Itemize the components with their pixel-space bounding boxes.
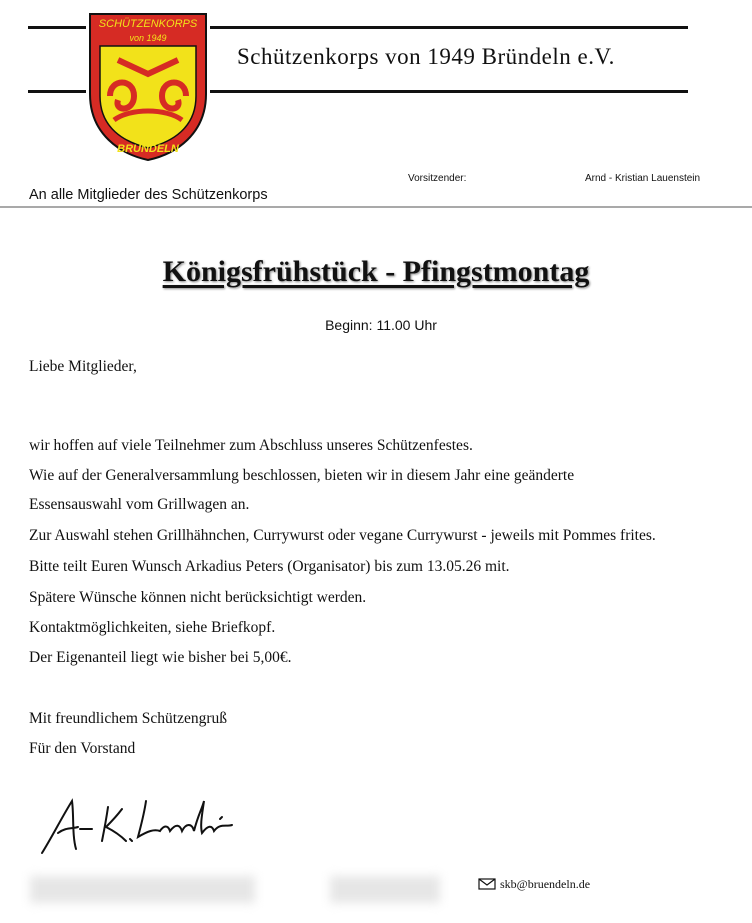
envelope-icon xyxy=(478,877,496,891)
body-line: Bitte teilt Euren Wunsch Arkadius Peters (Organisator) bis zum 13.05.26 mit. xyxy=(29,558,510,575)
svg-text:von 1949: von 1949 xyxy=(129,33,167,43)
organization-name: Schützenkorps von 1949 Bründeln e.V. xyxy=(237,44,615,69)
header-separator xyxy=(0,206,752,208)
svg-text:BRÜNDELN: BRÜNDELN xyxy=(117,143,179,155)
body-line: Essensauswahl vom Grillwagen an. xyxy=(29,496,250,513)
body-line: Der Eigenanteil liegt wie bisher bei 5,00€. xyxy=(29,649,292,666)
redacted-contact-middle xyxy=(330,876,440,903)
closing-board: Für den Vorstand xyxy=(29,740,136,757)
header-rule-left-top xyxy=(28,26,86,29)
recipient-line: An alle Mitglieder des Schützenkorps xyxy=(29,187,268,203)
chair-name: Arnd - Kristian Lauenstein xyxy=(585,173,701,184)
body-line: Kontaktmöglichkeiten, siehe Briefkopf. xyxy=(29,619,276,636)
svg-text:SCHÜTZENKORPS: SCHÜTZENKORPS xyxy=(98,18,198,30)
header-rule-right-top xyxy=(210,26,688,29)
body-line: wir hoffen auf viele Teilnehmer zum Abschluss unseres Schützenfestes. xyxy=(29,437,473,454)
closing-greeting: Mit freundlichem Schützengruß xyxy=(29,710,228,727)
body-line: Spätere Wünsche können nicht berücksichtigt werden. xyxy=(29,589,367,606)
header-rule-right-bottom xyxy=(210,90,688,93)
chair-label: Vorsitzender: xyxy=(408,173,467,184)
email-address[interactable]: skb@bruendeln.de xyxy=(500,877,591,891)
club-crest-logo xyxy=(86,12,210,162)
start-time: Beginn: 11.00 Uhr xyxy=(325,317,437,333)
salutation: Liebe Mitglieder, xyxy=(29,358,137,375)
handwritten-signature xyxy=(36,795,246,860)
body-line: Zur Auswahl stehen Grillhähnchen, Currywurst oder vegane Currywurst - jeweils mit Pommes frites. xyxy=(29,527,656,544)
header-rule-left-bottom xyxy=(28,90,86,93)
redacted-contact-left xyxy=(30,876,255,903)
letter-title: Königsfrühstück - Pfingstmontag xyxy=(162,255,590,288)
body-line: Wie auf der Generalversammlung beschlossen, bieten wir in diesem Jahr eine geänderte xyxy=(29,467,575,484)
